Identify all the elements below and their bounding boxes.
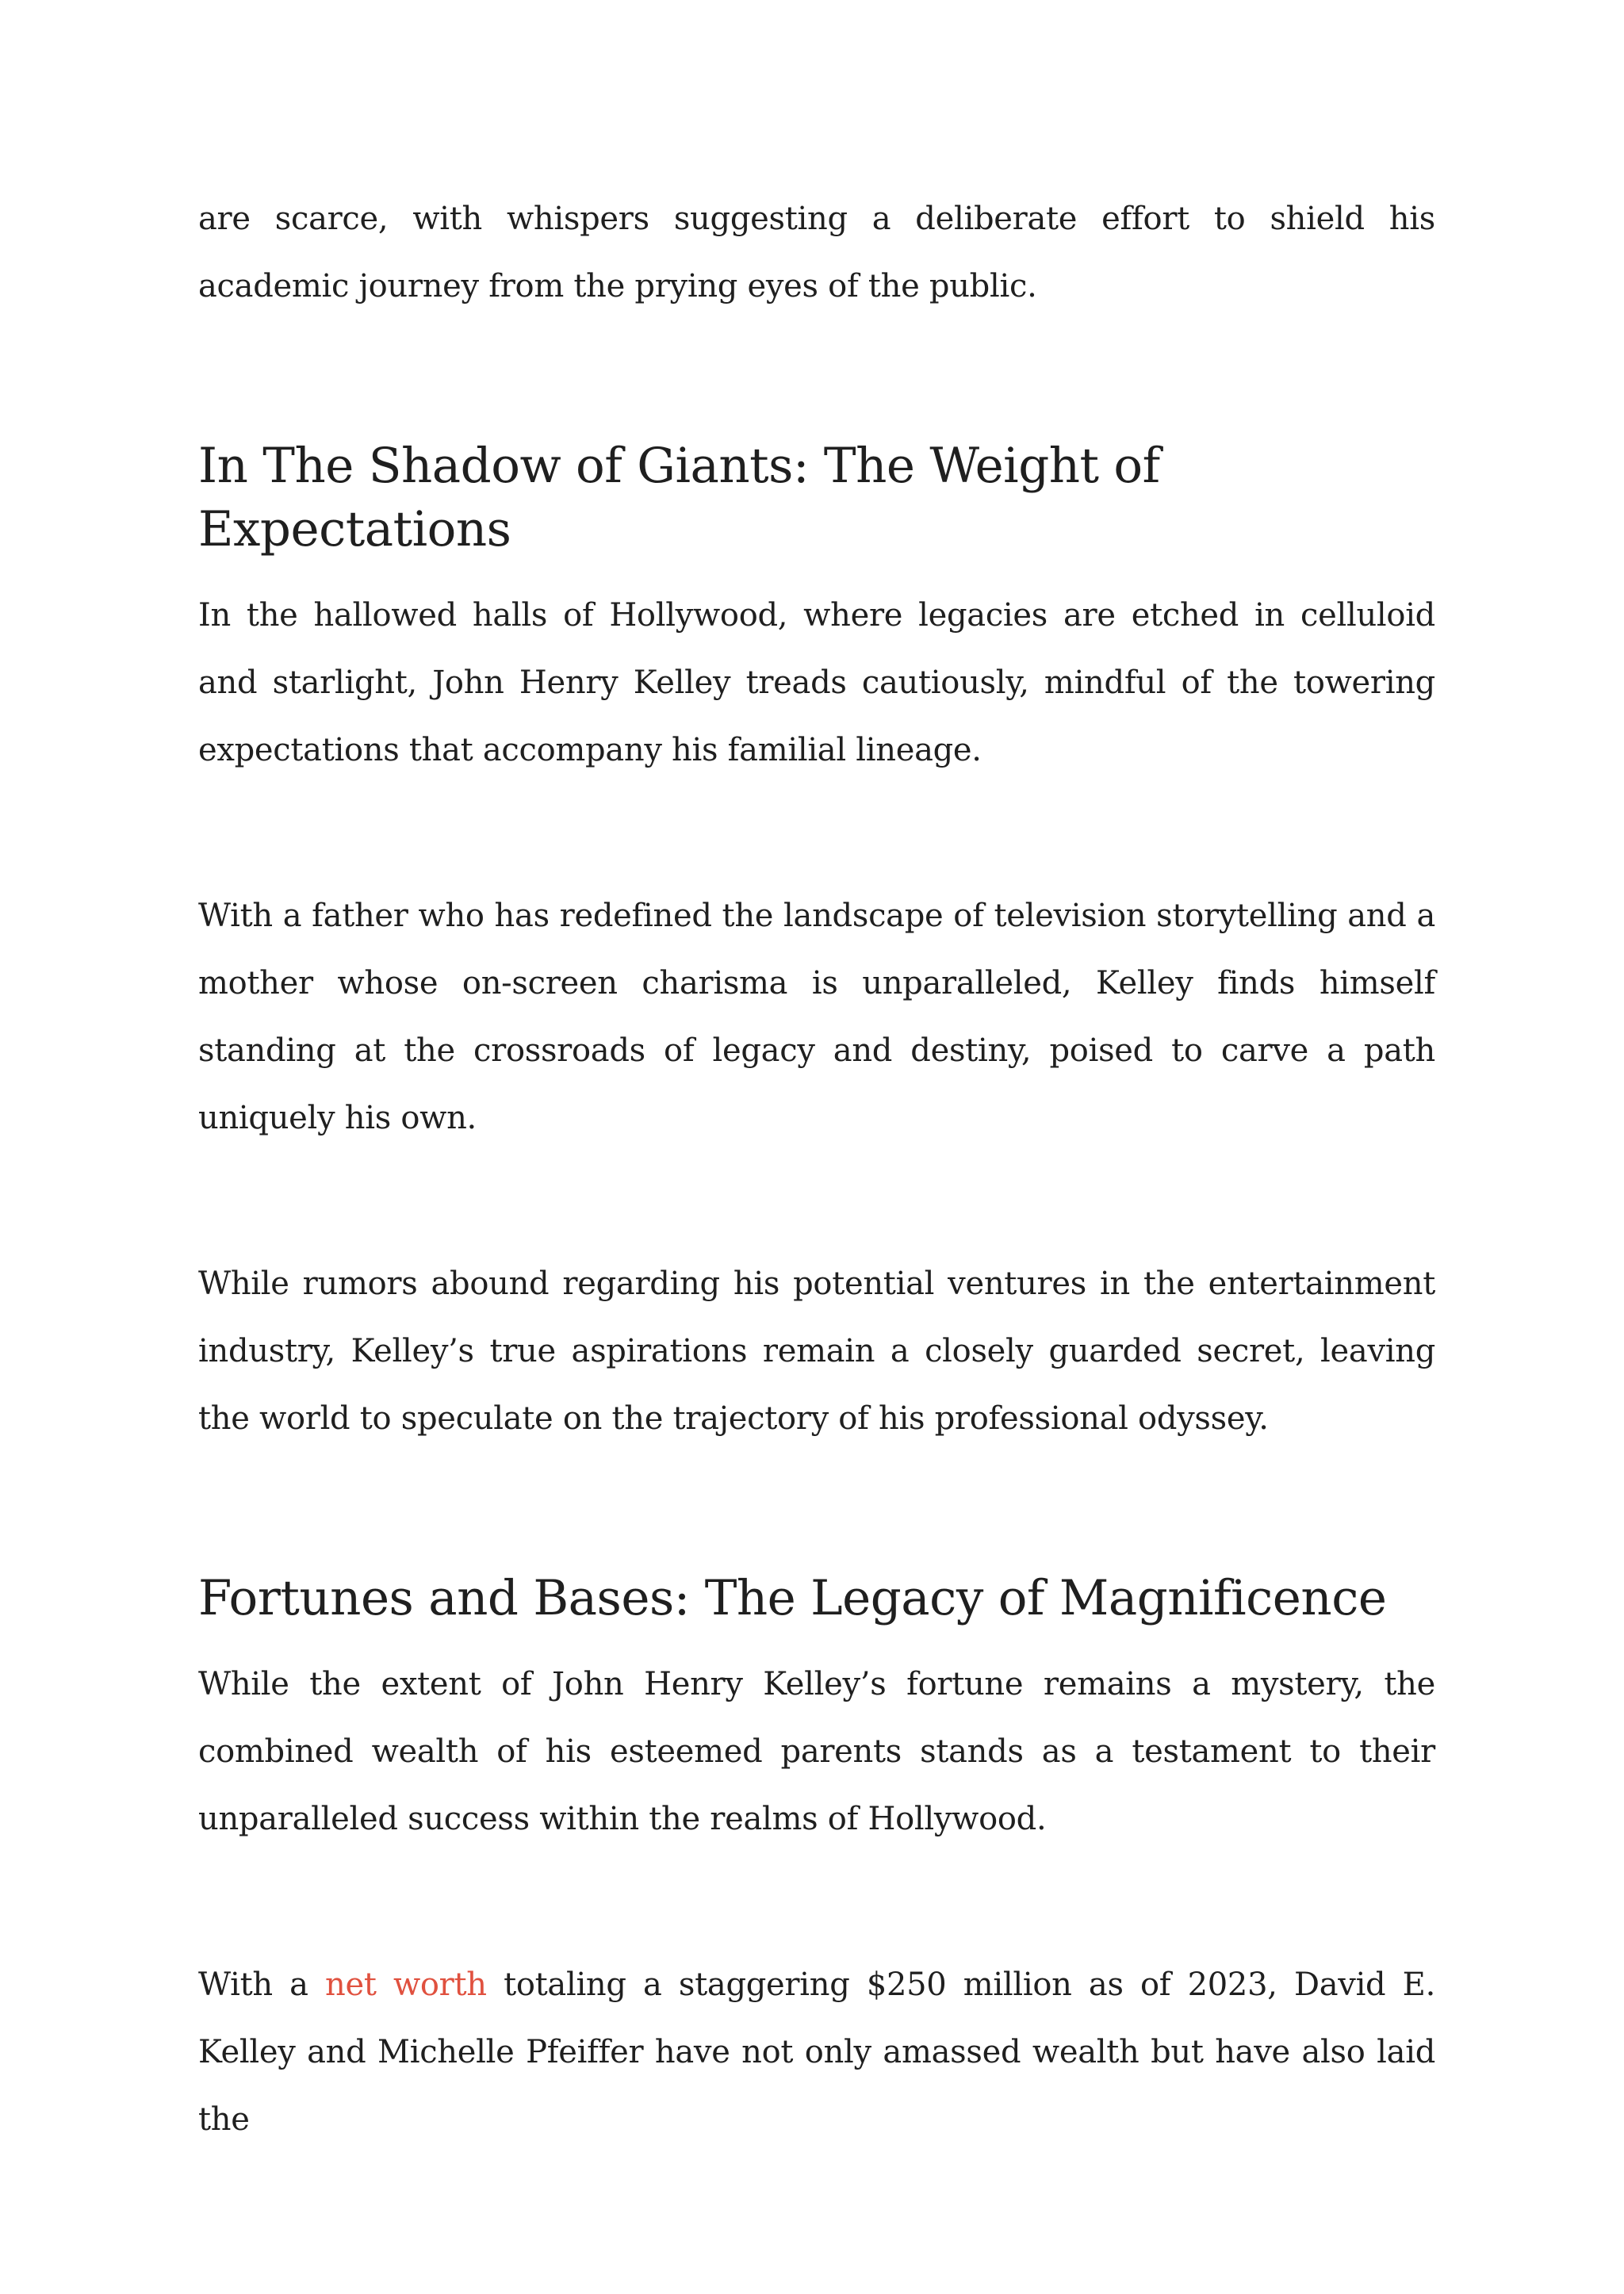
paragraph-rumors: While rumors abound regarding his potential ventures in the entertainment industry, Kelley’s true aspirations remain a closely guarded secret, leaving the world to speculate on the trajectory of his professional odyssey. (198, 1266, 1435, 1437)
paragraph-fortune-mystery: While the extent of John Henry Kelley’s fortune remains a mystery, the combined wealth of his esteemed parents stands as a testament to their unparalleled success within the realms of Hollywood. (198, 1666, 1435, 1837)
paragraph-hallowed-halls: In the hallowed halls of Hollywood, where legacies are etched in celluloid and starlight, John Henry Kelley treads cautiously, mindful of the towering expectations that accompany his familial lineage. (198, 597, 1435, 768)
net-worth-text-before: With a (198, 1967, 326, 2003)
net-worth-link[interactable]: net worth (325, 1967, 487, 2003)
paragraph-father-mother: With a father who has redefined the landscape of television storytelling and a mother whose on-screen charisma is unparalleled, Kelley finds himself standing at the crossroads of legacy and destiny, poised to carve a path uniquely his own. (198, 898, 1435, 1136)
spacer (198, 1152, 1435, 1250)
intro-paragraph: are scarce, with whispers suggesting a deliberate effort to shield his academic journey from the prying eyes of the public. (198, 201, 1435, 304)
paragraph-net-worth (198, 1951, 1435, 2154)
article-body (198, 186, 1435, 2154)
net-worth-text-after: totaling a staggering $250 million as of 2023, David E. Kelley and Michelle Pfeiffer have not only amassed wealth but have also laid the (198, 1967, 1435, 2138)
spacer (198, 320, 1435, 435)
section-heading-shadow-of-giants: In The Shadow of Giants: The Weight of Expectations (198, 438, 1160, 557)
spacer (198, 1453, 1435, 1567)
section-heading-fortunes: Fortunes and Bases: The Legacy of Magnificence (198, 1570, 1387, 1626)
spacer (198, 784, 1435, 883)
spacer (198, 1853, 1435, 1951)
